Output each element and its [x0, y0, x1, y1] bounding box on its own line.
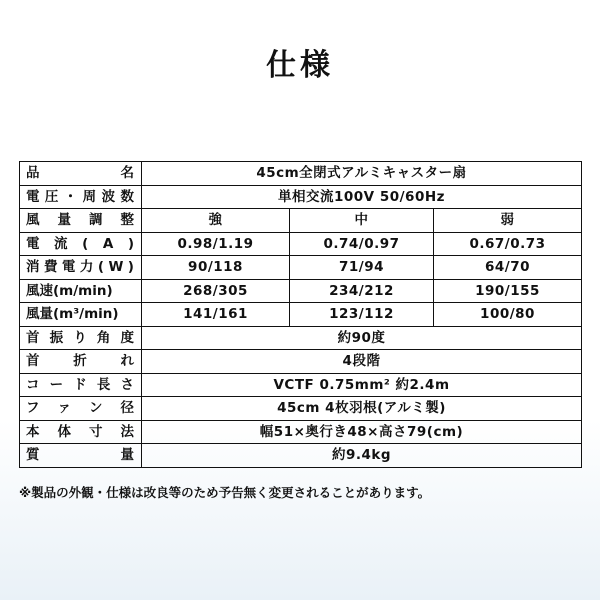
- spec-row: [20, 397, 582, 421]
- spec-row: [20, 162, 582, 186]
- spec-cell: 弱: [434, 209, 582, 233]
- spec-label: [20, 373, 142, 397]
- spec-row: [20, 373, 582, 397]
- spec-cell: 123/112: [290, 303, 434, 327]
- spec-label: [20, 256, 142, 280]
- spec-label-text: コ ー ド 長 さ: [26, 376, 134, 393]
- spec-label: [20, 326, 142, 350]
- spec-value: 約9.4kg: [142, 444, 582, 468]
- spec-label: [20, 279, 142, 303]
- spec-value: 45cm 4枚羽根(アルミ製): [142, 397, 582, 421]
- spec-label-text: 風速(m/min): [26, 282, 113, 299]
- spec-cell: 90/118: [142, 256, 290, 280]
- spec-cell: 強: [142, 209, 290, 233]
- spec-cell: 中: [290, 209, 434, 233]
- spec-label-text: 首 折 れ: [26, 353, 134, 370]
- spec-row: [20, 232, 582, 256]
- spec-row: [20, 350, 582, 374]
- page-title: 仕様: [266, 48, 334, 83]
- spec-label-text: 消 費 電 力 ( W ): [26, 259, 134, 276]
- spec-label: [20, 444, 142, 468]
- spec-row: [20, 420, 582, 444]
- spec-label: [20, 420, 142, 444]
- spec-label-text: 質 量: [26, 447, 134, 464]
- spec-label: [20, 350, 142, 374]
- spec-cell: 234/212: [290, 279, 434, 303]
- spec-cell: 268/305: [142, 279, 290, 303]
- spec-label: [20, 303, 142, 327]
- spec-table: [19, 161, 582, 468]
- spec-row: [20, 209, 582, 233]
- spec-cell: 64/70: [434, 256, 582, 280]
- spec-cell: 100/80: [434, 303, 582, 327]
- spec-label-text: 首 振 り 角 度: [26, 329, 134, 346]
- spec-cell: 71/94: [290, 256, 434, 280]
- spec-row: [20, 326, 582, 350]
- spec-value: 幅51×奥行き48×高さ79(cm): [142, 420, 582, 444]
- spec-row: [20, 444, 582, 468]
- spec-label-text: フ ァ ン 径: [26, 400, 134, 417]
- spec-label-text: 電 圧 ・ 周 波 数: [26, 188, 134, 205]
- disclaimer-note: ※製品の外観・仕様は改良等のため予告無く変更されることがあります。: [19, 485, 431, 500]
- spec-cell: 190/155: [434, 279, 582, 303]
- spec-value: 約90度: [142, 326, 582, 350]
- spec-label: [20, 209, 142, 233]
- spec-label-text: 風量(m³/min): [26, 306, 119, 323]
- spec-label: [20, 232, 142, 256]
- spec-value: VCTF 0.75mm² 約2.4m: [142, 373, 582, 397]
- spec-label: [20, 397, 142, 421]
- spec-label-text: 電 流 ( A ): [26, 235, 134, 252]
- spec-row: [20, 303, 582, 327]
- spec-cell: 0.74/0.97: [290, 232, 434, 256]
- spec-row: [20, 256, 582, 280]
- spec-label: [20, 185, 142, 209]
- spec-value: 45cm全閉式アルミキャスター扇: [142, 162, 582, 186]
- spec-value: 単相交流100V 50/60Hz: [142, 185, 582, 209]
- spec-label: [20, 162, 142, 186]
- spec-row: [20, 279, 582, 303]
- spec-value: 4段階: [142, 350, 582, 374]
- spec-cell: 141/161: [142, 303, 290, 327]
- spec-cell: 0.98/1.19: [142, 232, 290, 256]
- spec-row: [20, 185, 582, 209]
- spec-label-text: 本 体 寸 法: [26, 423, 134, 440]
- spec-cell: 0.67/0.73: [434, 232, 582, 256]
- spec-label-text: 風 量 調 整: [26, 212, 134, 229]
- spec-label-text: 品 名: [26, 165, 134, 182]
